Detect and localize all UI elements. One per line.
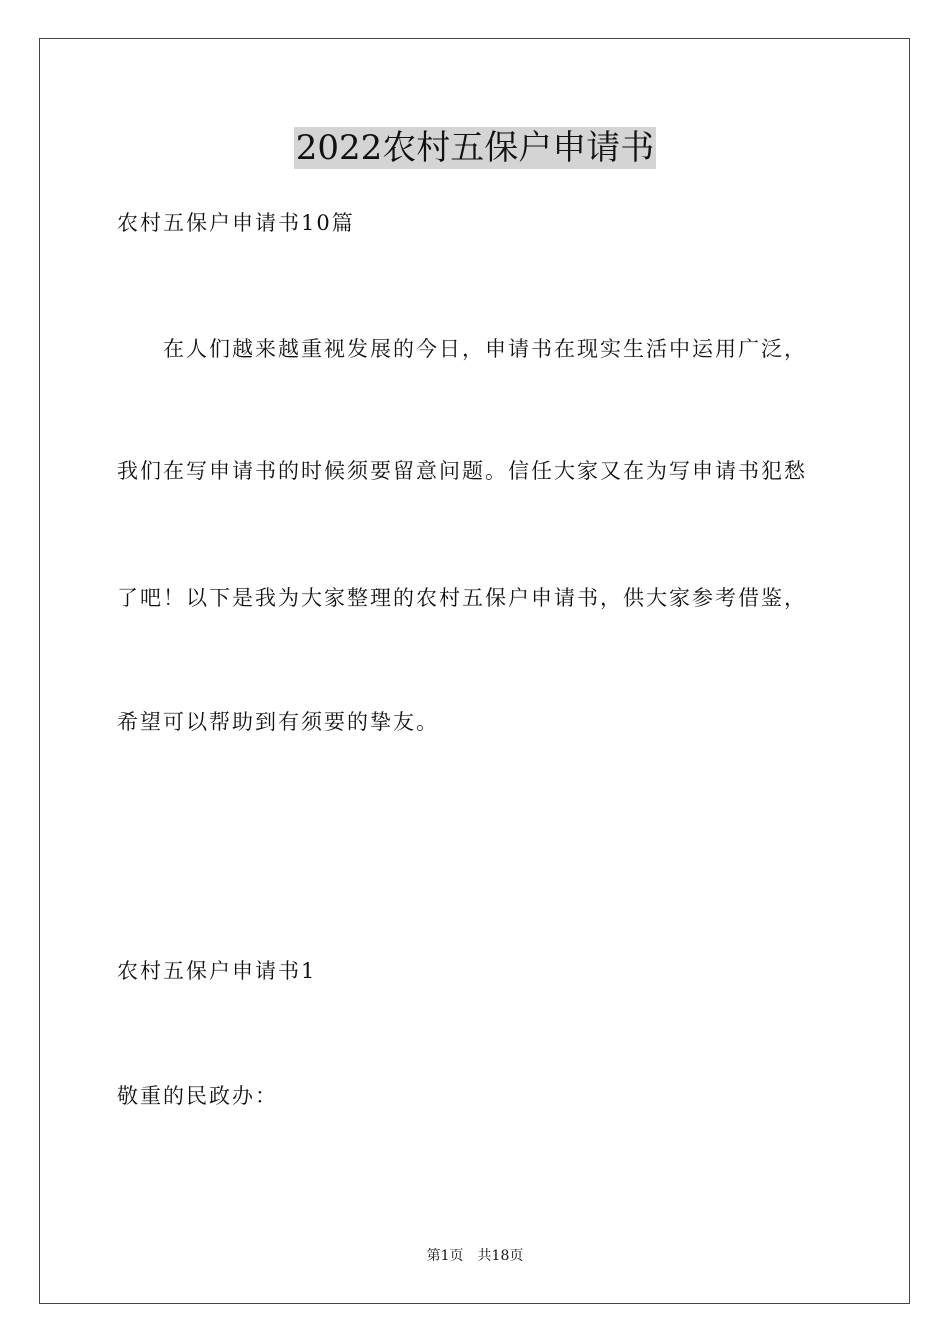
document-subtitle: 农村五保户申请书10篇 xyxy=(117,211,355,235)
document-title: 2022农村五保户申请书 xyxy=(295,128,655,168)
paragraph-line-1: 在人们越来越重视发展的今日，申请书在现实生活中运用广泛， xyxy=(163,337,807,361)
salutation: 敬重的民政办： xyxy=(117,1084,278,1108)
page-number: 第1页 xyxy=(426,1248,464,1264)
title-container xyxy=(0,127,950,169)
paragraph-line-4: 希望可以帮助到有须要的挚友。 xyxy=(117,710,439,734)
paragraph-line-2: 我们在写申请书的时候须要留意问题。信任大家又在为写申请书犯愁 xyxy=(117,459,807,483)
page-footer xyxy=(0,1246,950,1266)
section-heading: 农村五保户申请书1 xyxy=(117,959,317,983)
paragraph-line-3: 了吧！以下是我为大家整理的农村五保户申请书，供大家参考借鉴， xyxy=(117,586,807,610)
total-pages: 共18页 xyxy=(477,1248,524,1264)
